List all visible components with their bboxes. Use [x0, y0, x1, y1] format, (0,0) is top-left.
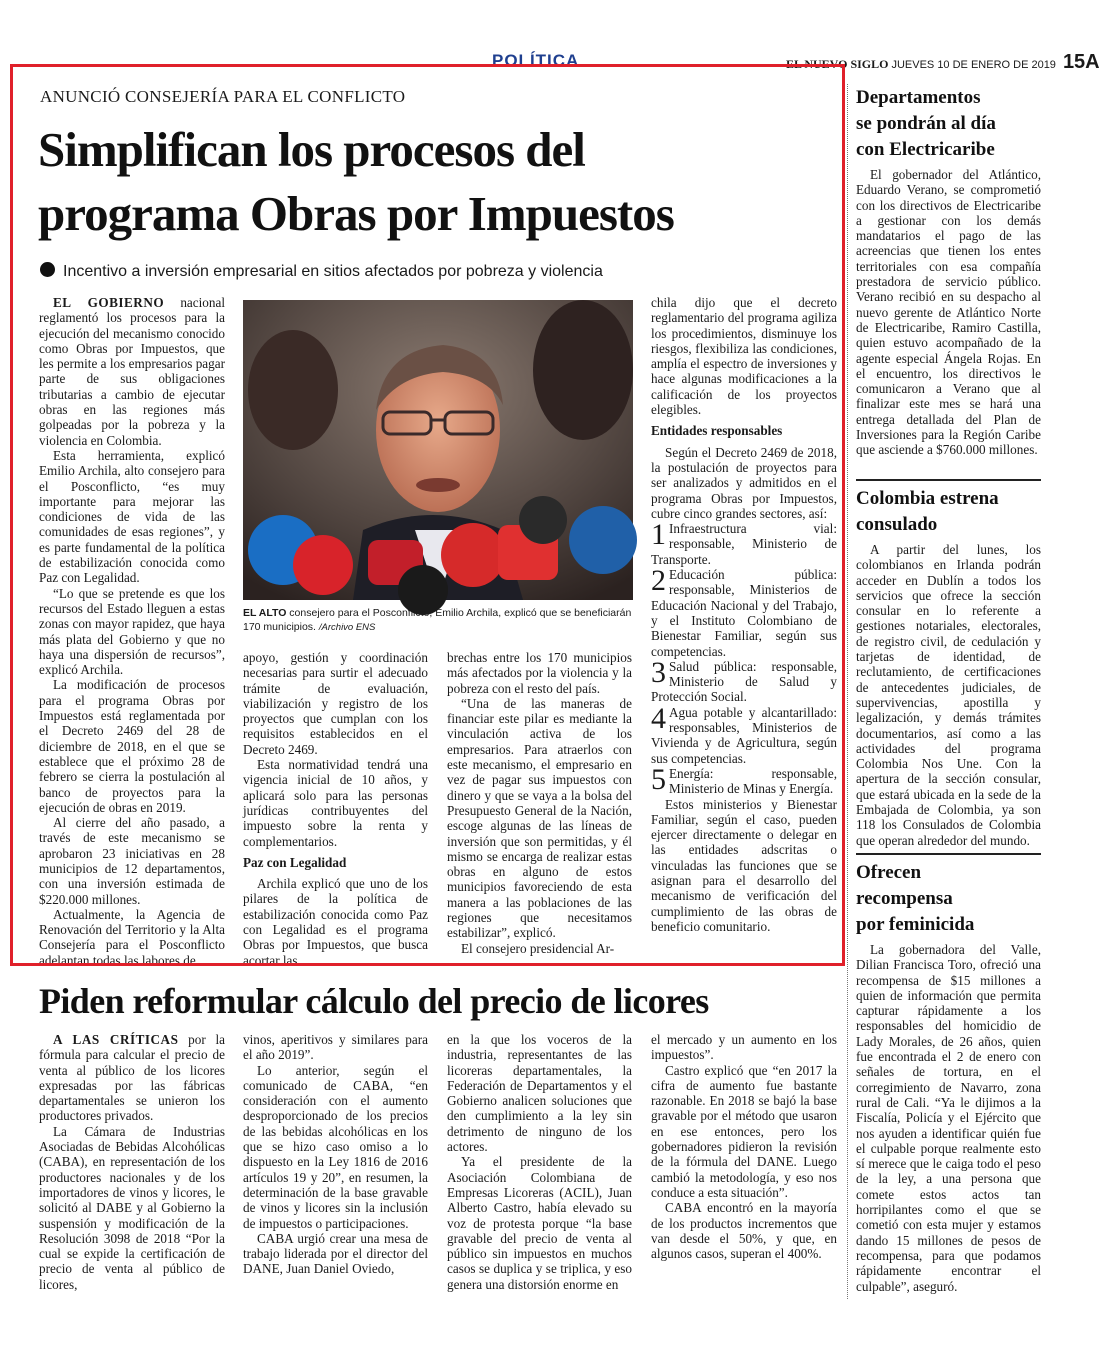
sector-text: Educación pública: responsable, Ministerios de Educación Nacional y del Trabajo, y el Instituto Colombiano de Bienestar Familiar, según sus competencias.: [651, 567, 837, 659]
sidebar-headline-3: [856, 860, 974, 938]
sector-item: [651, 564, 837, 659]
page-number: 15A: [1062, 51, 1100, 73]
main-col-2: [243, 650, 428, 968]
sidebar-headline-1: [856, 85, 996, 163]
headline-line: Departamentos: [856, 87, 981, 108]
news-photo: [243, 300, 633, 600]
sector-number: 5: [651, 762, 666, 796]
main-col-3: [447, 650, 632, 956]
masthead-name: EL NUEVO SIGLO: [786, 57, 889, 71]
paragraph: “Lo que se pretende es que los recursos del Estado lleguen a estas zonas con mayor rapidez, que haya más plata del Gobierno y que no haya una dispersión de recursos”, explicó Archila.: [39, 585, 225, 678]
sidebar-headline-2: [856, 486, 999, 538]
caption-lead: EL ALTO: [243, 607, 287, 619]
headline-line: Colombia estrena: [856, 488, 999, 509]
headline-line: recompensa: [856, 888, 953, 909]
lead-in: A LAS CRÍTICAS: [53, 1032, 179, 1047]
second-col-1: [39, 1032, 225, 1292]
sector-number: 1: [651, 518, 666, 552]
sidebar-body-2: [856, 542, 1041, 848]
photo-caption: [243, 606, 633, 635]
paragraph: el mercado y un aumento en los impuestos”.: [651, 1032, 837, 1063]
issue-date: JUEVES 10 DE ENERO DE 2019: [891, 59, 1056, 71]
photo-credit: /Archivo ENS: [318, 622, 376, 633]
paragraph: Ya el presidente de la Asociación Colombiana de Empresas Licoreras (ACIL), Juan Alberto Castro, había elevado su voz de protesta porque “la base gravable del precio de venta al público sin impuestos en muchos casos se duplica y se triplica, y eso genera una distorsión enorme en: [447, 1154, 632, 1292]
paragraph: El consejero presidencial Ar-: [461, 940, 615, 956]
paragraph: Estos ministerios y Bienestar Familiar, según el caso, pueden ejercer directamente o delegar en las entidades adscritas o vinculadas las funciones que se asignan para el desarrollo del mecanismo de verificación del cumplimiento de las obras de beneficio comunitario.: [651, 796, 837, 934]
paragraph: Al cierre del año pasado, a través de este mecanismo se aprobaron 23 iniciativas en 28 municipios de 12 departamentos, con una inversión estimada de $220.000 millones.: [39, 815, 225, 907]
headline-line: se pondrán al día: [856, 113, 996, 134]
paragraph: vinos, aperitivos y similares para el año 2019”.: [243, 1032, 428, 1063]
paragraph: Castro explicó que “en 2017 la cifra de aumento fue bastante razonable. En 2018 se bajó la base gravable por el método que usaron en ese entonces, pero los gobernadores pidieron la revisión de la fórmula del DANE. Luego cambió la metodología, y eso nos conduce a esta situación”.: [651, 1062, 837, 1200]
paragraph: La gobernadora del Valle, Dilian Francisca Toro, ofreció una recompensa de $15 millones a quien de información que permita capturar rápidamente a los responsables del homicidio de Lady Morales, de 26 años, quien fue encontrada el 2 de enero con señales de tortura, en el corregimiento de Navarro, zona rural de Cali. “Ya le dijimos a la Fiscalía, Policía y el Ejército que nos ayuden a identificar quién fue el culpable porque realmente esto sí merece que le caiga todo el peso de la ley, a una persona que comete estos actos tan horripilantes como el que se cometió con esta mujer y estamos dando 15 millones de pesos de recompensa, para que podamos rápidamente encontrar el culpable”, aseguró.: [856, 942, 1041, 1294]
paragraph: CABA encontró en la mayoría de los productos incrementos que van desde el 50%, y que, en algunos casos, superan el 400%.: [651, 1200, 837, 1262]
sector-text: Infraestructura vial: responsable, Ministerio de Transporte.: [651, 521, 837, 567]
main-col-1: [39, 295, 225, 968]
paragraph: La modificación de procesos para el programa Obras por Impuestos está reglamentada por el Decreto 2469 del 28 de diciembre de 2018, en el que se establece que el próximo 28 de febrero se cierra la postulación al banco de proyectos para la ejecución de obras en 2019.: [39, 677, 225, 815]
photo-illustration: [243, 300, 633, 600]
paragraph: A partir del lunes, los colombianos en Irlanda podrán acceder en Dublín a todos los servicios que ofrece la sección consular en lo referente a gestiones notariales, electorales, de registro civil, de cedulación y tarjetas de identidad, de reclutamiento, de certificaciones de antecedentes judiciales, de supervivencias, apostilla y legalización, y demás trámites documentarios, así como a las actividades del programa Colombia Nos Une. Con la apertura de la sección consular, que estará ubicada en la sede de la Embajada de Colombia, ya son 118 los Consulados de Colombia que operan alrededor del mundo.: [856, 542, 1041, 848]
section-label: POLÍTICA: [492, 51, 580, 70]
paragraph: brechas entre los 170 municipios más afectados por la violencia y la pobreza con el resto del país.: [447, 650, 632, 696]
paragraph: Lo anterior, según el comunicado de CABA, “en consideración con el aumento desproporcionado de los precios de las bebidas alcohólicas en los que se hizo caso omiso a lo dispuesto en la Ley 1816 de 2016 artículos 19 y 20”, en resumen, la determinación de la base gravable de vinos y licores sin la inclusión de impuestos o participaciones.: [243, 1062, 428, 1231]
sector-text: Salud pública: responsable, Ministerio de Salud y Protección Social.: [651, 658, 837, 705]
paragraph: “Una de las maneras de financiar este pilar es mediante la vinculación activa de los empresarios. Para atraerlos con este mecanismo, el empresario en vez de pagar sus impuestos con dinero y que se vaya a la bolsa del Presupuesto General de la Nación, escoge algunas de las líneas de inversión que son permitidas, y él mismo se encarga de realizar estas obras en alguno de estos municipios favoreciendo de esta manera a las poblaciones de las regiones que necesitamos estabilizar”, explicó.: [447, 695, 632, 941]
second-col-4: [651, 1032, 837, 1261]
headline-line: Ofrecen: [856, 862, 922, 883]
paragraph: Actualmente, la Agencia de Renovación del Territorio y la Alta Consejería para el Posconflicto adelantan todas las labores de: [39, 906, 225, 968]
paragraph: Archila explicó que uno de los pilares de la política de estabilización conocida como Paz con Legalidad es el programa Obras por Impuestos, que busca acortar las: [243, 876, 428, 968]
sector-item: [651, 701, 837, 766]
sector-text: Energía: responsable, Ministerio de Minas y Energía.: [669, 765, 837, 797]
paragraph: Esta herramienta, explicó Emilio Archila, alto consejero para el Posconflicto, “es muy importante para mejorar las condiciones de vida de las comunidades de esas regiones”, y es parte fundamental de la política de estabilización conocida como Paz con Legalidad.: [39, 447, 225, 586]
second-col-2: [243, 1032, 428, 1277]
headline-line: con Electricaribe: [856, 139, 995, 160]
main-headline: [38, 118, 674, 246]
headline-line-2: programa Obras por Impuestos: [38, 186, 674, 241]
subhead: Paz con Legalidad: [243, 854, 347, 870]
paragraph: Esta normatividad tendrá una vigencia inicial de 10 años, y aplicará solo para las personas jurídicas contribuyentes del impuesto sobre la renta y complementarios.: [243, 757, 428, 849]
sector-list: [651, 518, 837, 797]
sector-text: Agua potable y alcantarillado: responsables, Ministerios de Vivienda y de Agricultura, según sus competencias.: [651, 704, 837, 766]
second-headline: Piden reformular cálculo del precio de licores: [39, 981, 709, 1021]
headline-line: por feminicida: [856, 914, 975, 935]
sector-item: [651, 518, 837, 567]
paragraph: La Cámara de Industrias Asociadas de Bebidas Alcohólicas (CABA), en representación de los productores nacionales y de los importadores de vinos y licores, le solicitó al DABE y al Gobierno la suspensión y modificación de la Resolución 3098 de 2018 “Por la cual se expide la certificación de precio de venta al público de licores,: [39, 1123, 225, 1292]
headline-line-1: Simplifican los procesos del: [38, 122, 585, 177]
sector-number: 3: [651, 655, 666, 689]
paragraph: chila dijo que el decreto reglamentario del programa agiliza los procedimientos, disminuye los riesgos, flexibiliza las condiciones, amplía el espectro de inversiones y hace algunas modificaciones a la calificación de los proyectos elegibles.: [651, 295, 837, 418]
second-col-3: [447, 1032, 632, 1292]
sidebar-body-3: [856, 942, 1041, 1294]
paragraph: nacional reglamentó los procesos para la ejecución del mecanismo conocido como Obras por Impuestos, que les permite a los empresarios pagar parte de sus obligaciones tributarias a cambio de ejecutar obras en las regiones más golpeadas por la pobreza y la violencia en Colombia.: [39, 295, 225, 448]
paragraph: por la fórmula para calcular el precio de venta al público de los licores expresadas por las fábricas departamentales se unieron los productores privados.: [39, 1032, 225, 1124]
paragraph: CABA urgió crear una mesa de trabajo liderada por el director del DANE, Juan Daniel Oviedo,: [243, 1230, 428, 1277]
subhead: Entidades responsables: [651, 423, 783, 439]
paragraph: apoyo, gestión y coordinación necesarias para surtir el adecuado trámite de evaluación, viabilización y registro de los proyectos que cumplan con los requisitos establecidos en el Decreto 2469.: [243, 650, 428, 757]
sector-item: [651, 762, 837, 797]
sector-number: 2: [651, 564, 666, 598]
masthead-line: [786, 51, 1100, 74]
kicker: ANUNCIÓ CONSEJERÍA PARA EL CONFLICTO: [40, 87, 406, 106]
deck-text: Incentivo a inversión empresarial en sitios afectados por pobreza y violencia: [63, 263, 603, 280]
bullet-icon: [40, 262, 55, 277]
paragraph: en la que los voceros de la industria, representantes de las licoreras departamentales, la Federación de Departamentos y el Gobierno analicen soluciones que den cumplimiento a la ley sin detrimento de ninguno de los actores.: [447, 1032, 632, 1155]
sector-item: [651, 655, 837, 705]
paragraph: Según el Decreto 2469 de 2018, la postulación de proyectos para ser analizados y admitidos en el programa Obras por Impuestos, cubre cinco grandes sectores, así:: [651, 444, 837, 521]
sidebar-body-1: [856, 167, 1041, 458]
caption-text: consejero para el Posconflicto, Emilio Archila, explicó que se beneficiarán 170 municipios.: [243, 607, 632, 633]
headline-line: consulado: [856, 514, 938, 535]
sidebar-separator: [856, 479, 1041, 481]
sidebar-divider: [847, 84, 848, 1299]
sidebar-separator: [856, 853, 1041, 855]
lead-in: EL GOBIERNO: [53, 295, 165, 310]
sector-number: 4: [651, 701, 666, 735]
deck: [40, 262, 603, 281]
paragraph: El gobernador del Atlántico, Eduardo Verano, se comprometió con los directivos de Electricaribe a gestionar con los demás mandatarios el pago de las acreencias que tienen los entes territoriales con esa compañía prestadora de servicio público. Verano recibió en su despacho al nuevo gerente de Atlántico Norte de Electricaribe, Ramiro Castilla, quien estuvo acompañado de la agente especial Ángela Rojas. En el encuentro, los directivos le comunicaron a Verano que al finalizar este mes se hará una entrega detallada del Plan de Inversiones para la Región Caribe que asciende a $760.000 millones.: [856, 167, 1041, 458]
main-col-4: [651, 295, 837, 934]
